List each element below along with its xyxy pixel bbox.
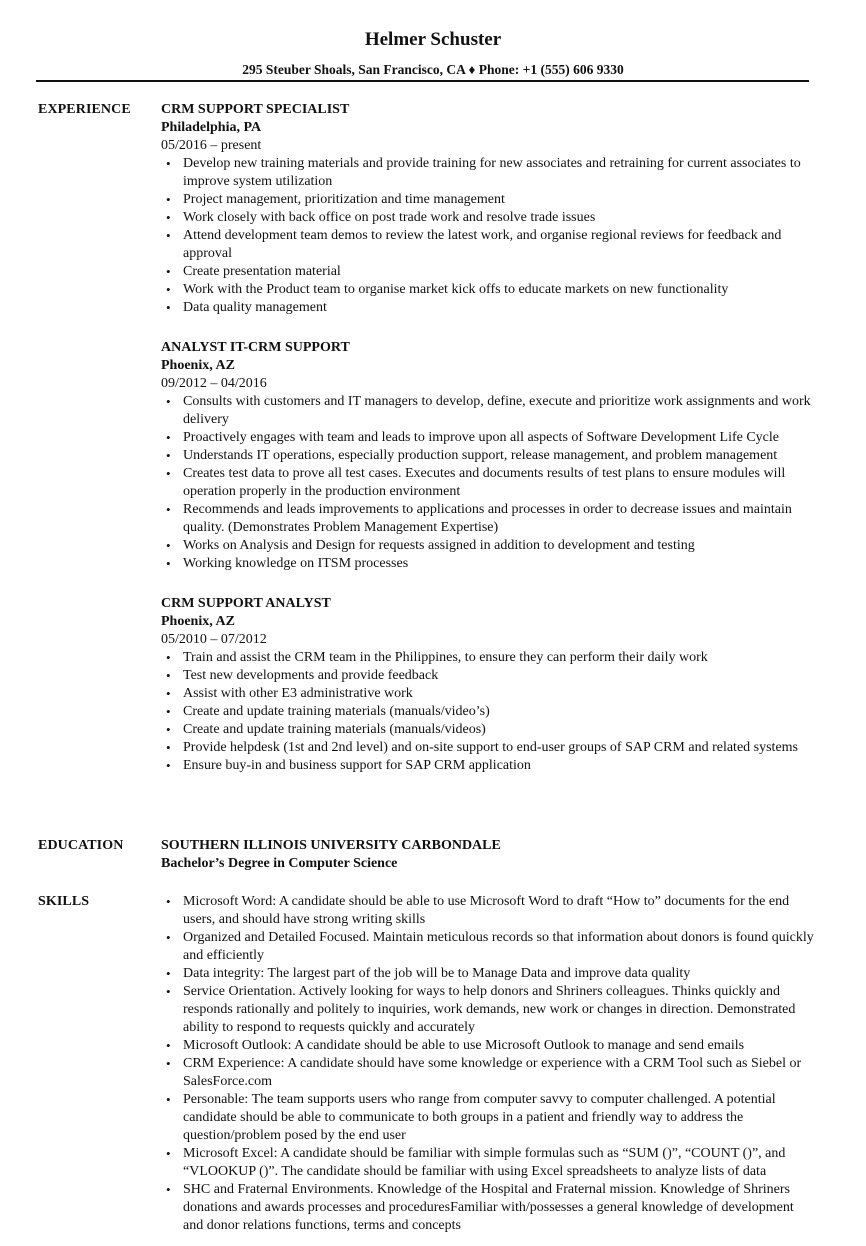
list-item: • Create and update training materials (manuals/videos): [183, 721, 821, 739]
candidate-name: Helmer Schuster: [364, 29, 502, 50]
job-entry: [161, 339, 821, 573]
list-item: • Proactively engages with team and leads to improve upon all aspects of Software Development Life Cycle: [183, 429, 821, 447]
list-item: • Work closely with back office on post trade work and resolve trade issues: [183, 209, 821, 227]
list-item: • Service Orientation. Actively looking for ways to help donors and Shriners colleagues. Thinks quickly and responds rationally and politely to inquiries, work demands, new work or changes in direction. Demonstrated ability to respond to requests quickly and accurately: [183, 983, 821, 1037]
list-item: • Attend development team demos to review the latest work, and organise regional reviews for feedback and approval: [183, 227, 821, 263]
job-location: Philadelphia, PA: [161, 120, 262, 135]
list-item: • SHC and Fraternal Environments. Knowledge of the Hospital and Fraternal mission. Knowledge of Shriners donations and awards processes and proceduresFamiliar with/possesses a general knowledge of development and donor relations functions, terms and concepts: [183, 1181, 821, 1235]
job-location: Phoenix, AZ: [161, 614, 235, 629]
list-item: • Consults with customers and IT managers to develop, define, execute and prioritize work assignments and work delivery: [183, 393, 821, 429]
education-label: EDUCATION: [38, 838, 124, 853]
skills-body: [161, 893, 821, 1235]
list-item: • Creates test data to prove all test cases. Executes and documents results of test plans to ensure modules will operation properly in the production environment: [183, 465, 821, 501]
contact-line: 295 Steuber Shoals, San Francisco, CA ♦ Phone: +1 (555) 606 9330: [242, 62, 624, 77]
list-item: • Organized and Detailed Focused. Maintain meticulous records so that information about donors is found quickly and efficiently: [183, 929, 821, 965]
header-divider: [36, 80, 809, 82]
experience-label: EXPERIENCE: [38, 102, 131, 117]
education-body: [161, 837, 821, 873]
list-item: • Develop new training materials and provide training for new associates and retraining for current associates to improve system utilization: [183, 155, 821, 191]
degree-name: Bachelor’s Degree in Computer Science: [161, 856, 398, 871]
job-dates: 09/2012 – 04/2016: [161, 376, 267, 391]
job-entry: [161, 595, 821, 775]
skills-bullets: [161, 893, 821, 1235]
list-item: • Recommends and leads improvements to applications and processes in order to decrease issues and maintain quality. (Demonstrates Problem Management Expertise): [183, 501, 821, 537]
list-item: • CRM Experience: A candidate should have some knowledge or experience with a CRM Tool such as Siebel or SalesForce.com: [183, 1055, 821, 1091]
list-item: • Assist with other E3 administrative work: [183, 685, 821, 703]
list-item: • Provide helpdesk (1st and 2nd level) and on-site support to end-user groups of SAP CRM and related systems: [183, 739, 821, 757]
job-location: Phoenix, AZ: [161, 358, 235, 373]
school-name: SOUTHERN ILLINOIS UNIVERSITY CARBONDALE: [161, 838, 501, 853]
job-title: ANALYST IT-CRM SUPPORT: [161, 340, 350, 355]
list-item: • Data integrity: The largest part of the job will be to Manage Data and improve data quality: [183, 965, 821, 983]
list-item: • Train and assist the CRM team in the Philippines, to ensure they can perform their daily work: [183, 649, 821, 667]
list-item: • Microsoft Excel: A candidate should be familiar with simple formulas such as “SUM ()”, “COUNT ()”, and “VLOOKUP ()”. The candidate should be familiar with using Excel spreadsheets to analyze lists of data: [183, 1145, 821, 1181]
list-item: • Test new developments and provide feedback: [183, 667, 821, 685]
list-item: • Microsoft Outlook: A candidate should be able to use Microsoft Outlook to manage and send emails: [183, 1037, 821, 1055]
list-item: • Microsoft Word: A candidate should be able to use Microsoft Word to draft “How to” documents for the end users, and should have strong writing skills: [183, 893, 821, 929]
list-item: • Personable: The team supports users who range from computer savvy to computer challenged. A potential candidate should be able to communicate to both groups in a patient and friendly way to address the question/problem posed by the end user: [183, 1091, 821, 1145]
list-item: • Create presentation material: [183, 263, 821, 281]
job-title: CRM SUPPORT ANALYST: [161, 596, 331, 611]
job-entry: [161, 101, 821, 317]
list-item: • Understands IT operations, especially production support, release management, and problem management: [183, 447, 821, 465]
job-dates: 05/2016 – present: [161, 138, 262, 153]
list-item: • Project management, prioritization and time management: [183, 191, 821, 209]
job-bullets: [161, 393, 821, 573]
list-item: • Create and update training materials (manuals/video’s): [183, 703, 821, 721]
job-title: CRM SUPPORT SPECIALIST: [161, 102, 350, 117]
job-bullets: [161, 649, 821, 775]
list-item: • Data quality management: [183, 299, 821, 317]
job-dates: 05/2010 – 07/2012: [161, 632, 267, 647]
list-item: • Works on Analysis and Design for requests assigned in addition to development and testing: [183, 537, 821, 555]
list-item: • Ensure buy-in and business support for SAP CRM application: [183, 757, 821, 775]
experience-body: [161, 101, 821, 797]
skills-label: SKILLS: [38, 894, 90, 909]
list-item: • Working knowledge on ITSM processes: [183, 555, 821, 573]
list-item: • Work with the Product team to organise market kick offs to educate markets on new functionality: [183, 281, 821, 299]
job-bullets: [161, 155, 821, 317]
